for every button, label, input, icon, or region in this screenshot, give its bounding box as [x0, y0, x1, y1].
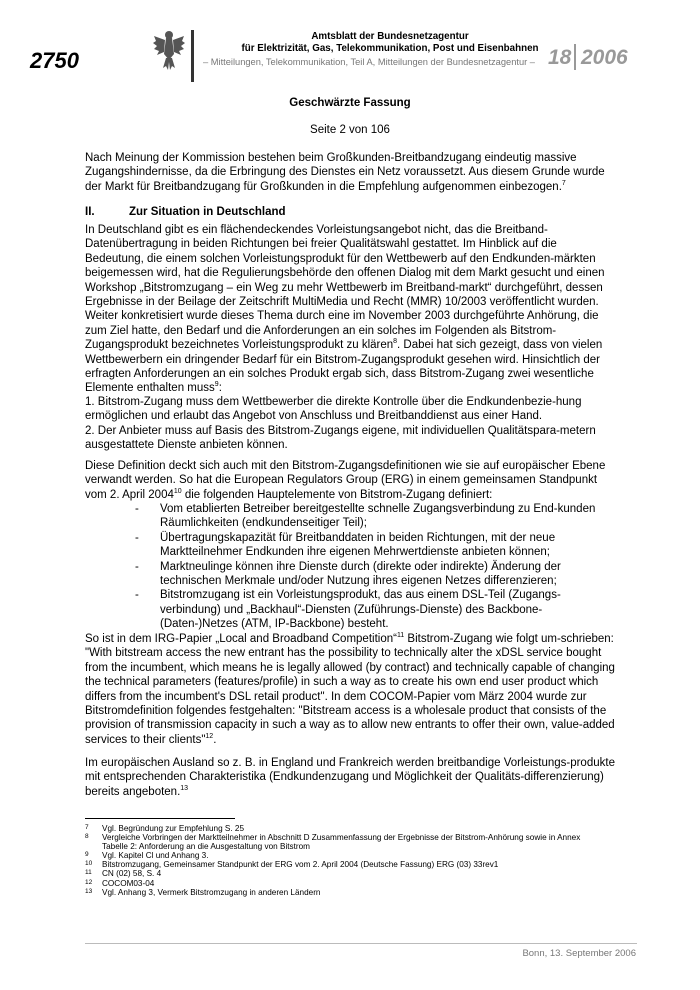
journal-subtitle: für Elektrizität, Gas, Telekommunikation, Post und Eisenbahnen [241, 43, 539, 54]
paragraph-text: die folgenden Hauptelemente von Bitstrom-Zugang definiert: [181, 488, 493, 501]
paragraph-europe [85, 756, 615, 799]
dash-bullet: - [135, 503, 139, 515]
dash-bullet: - [135, 560, 139, 573]
requirements-list [85, 395, 615, 453]
footnote [85, 824, 605, 833]
federal-eagle-icon [152, 28, 186, 72]
list-item [135, 531, 615, 560]
paragraph-definition [85, 459, 615, 502]
paragraph-text: So ist in dem IRG-Papier „Local and Broadband Competition“ [85, 633, 397, 645]
footnote [85, 879, 605, 888]
section-title: Zur Situation in Deutschland [129, 206, 286, 218]
footnote-mark: 11 [85, 869, 92, 877]
list-item-text: Marktneulinge können ihre Dienste durch (direkte oder indirekte) Änderung der technischen Merkmale und/oder Nutzung ihres eigenen Netzes differenzieren; [160, 560, 561, 588]
paragraph-text: Im europäischen Ausland so z. B. in England und Frankreich werden breitbandige Vorleistungs-produkte mit entsprechenden Charakteristika (Endkundenzugang und Möglichkeit der Qualitäts-differenzierung) bereits angeboten. [85, 757, 615, 798]
footnote [85, 860, 605, 869]
list-item-text: Bitstromzugang ist ein Vorleistungsprodukt, das aus einem DSL-Teil (Zugangs-verbindung) und „Backhaul“-Diensten (Zuführungs-Dienste) des Backbone-(Daten-)Netzes (ATM, IP-Backbone) besteht. [160, 589, 561, 631]
footnote [85, 833, 605, 851]
footnote-mark: 13 [85, 887, 93, 895]
footnote-text: Vgl. Begründung zur Empfehlung S. 25 [102, 824, 245, 833]
footnote-text: Vgl. Kapitel Cl und Anhang 3. [102, 851, 209, 861]
issue-separator [574, 44, 576, 70]
paragraph-text: . [213, 733, 217, 746]
footnote-mark: 12 [85, 878, 93, 886]
footnote [85, 869, 605, 878]
paragraph-text: . Dabei hat sich gezeigt, dass von vielen Wettbewerbern ein dringender Bedarf für ein Bitstrom-Zugangsprodukt gesehen wird. Hinsichtlich der erfragten Anforderungen an ein solches Produkt ergab sich, dass Bitstrom-Zugang zwei wesentliche Elemente enthalten muss [85, 339, 603, 395]
footnote [85, 888, 605, 897]
paragraph-irg [85, 632, 615, 747]
dash-bullet: - [135, 531, 139, 544]
document-title: Geschwärzte Fassung [289, 97, 411, 109]
footnote-ref[interactable]: 13 [180, 784, 189, 792]
journal-title: Amtsblatt der Bundesnetzagentur [311, 31, 469, 42]
requirement-item: 2. Der Anbieter muss auf Basis des Bitstrom-Zugangs eigene, mit individuellen Qualitätspara-metern ausgestattete Dienste anbieten können. [85, 424, 596, 452]
footnote [85, 851, 605, 860]
footnote-mark: 9 [85, 851, 89, 859]
journal-section: – Mitteilungen, Telekommunikation, Teil A, Mitteilungen der Bundesnetzagentur – [203, 57, 535, 67]
footnote-ref[interactable]: 11 [396, 632, 405, 640]
footnotes [85, 824, 605, 897]
footnote-mark: 8 [85, 833, 89, 841]
section-number: II. [85, 206, 95, 218]
requirement-item: 1. Bitstrom-Zugang muss dem Wettbewerber die direkte Kontrolle über die Endkundenbezie-hung ermöglichen und erlaubt das Angebot von Anschluss und Breitbanddienst aus einer Hand. [85, 396, 582, 423]
list-item [135, 560, 615, 589]
footnote-ref[interactable]: 7 [561, 179, 566, 187]
footnote-ref[interactable]: 12 [205, 733, 214, 741]
paragraph-text: In Deutschland gibt es ein flächendeckendes Vorleistungsangebot nicht, das die Breitband-Datenübertragung in beiden Richtungen bei freier Qualitätswahl gestattet. Im Hinblick auf die Bedeutung, die einem solchen Vorleistungsprodukt für den Wettbewerb auf den Endkunden-märkten beigemessen wird, hat die Regulierungsbehörde den offenen Dialog mit dem Markt gesucht und einen Workshop „Bitstromzugang – ein Weg zu mehr Wettbewerb im Breitband-markt“ durchgeführt, dessen Ergebnisse in der Beilage der Zeitschrift MultiMedia und Recht (MMR) 10/2003 veröffentlicht wurden. Weiter konkretisiert wurde dieses Thema durch eine im November 2003 durchgeführte Anhörung, die zum Ziel hatte, den Bedarf und die Anforderungen an ein solches im Folgenden als Bitstrom-Zugangsprodukt bezeichnetes Vorleistungsprodukt zu klären [85, 224, 605, 352]
page-number: 2750 [30, 48, 79, 73]
list-item [135, 588, 615, 631]
intro-text: Nach Meinung der Kommission bestehen beim Großkunden-Breitbandzugang eindeutig massive Zugangshindernisse, da die Erbringung des Dienstes ein Netz voraussetzt. Aus diesem Grunde wurde der Markt für Breitbandzugang für Großkunden in die Empfehlung aufgenommen einbezogen. [85, 152, 605, 193]
paragraph-text: : [218, 382, 222, 395]
intro-paragraph [85, 151, 615, 194]
footnote-text: Vergleiche Vorbringen der Marktteilnehmer in Abschnitt D Zusammenfassung der Ergebnisse der Bitstrom-Anhörung sowie in Annex Tabelle 2: Anforderung an die Ausgestaltung von Bitstrom [102, 833, 581, 852]
issue-year: 2006 [581, 46, 628, 69]
footer-rule [85, 943, 637, 944]
footnote-mark: 10 [85, 860, 93, 868]
footnote-text: Bitstromzugang, Gemeinsamer Standpunkt der ERG vom 2. April 2004 (Deutsche Fassung) ERG (03) 33rev1 [102, 860, 499, 870]
footnote-text: COCOM03-04 [102, 878, 155, 888]
footnote-separator [85, 818, 235, 819]
footnote-text: Vgl. Anhang 3, Vermerk Bitstromzugang in anderen Ländern [102, 887, 321, 897]
paragraph-text: Bitstrom-Zugang wie folgt um-schrieben: "With bitstream access the new entrant has the possibility to technically alter the xDSL service bought from the incumbent, which means he is legally allowed (by contract) and technically capable of changing the technical parameters (features/profile) in such a way as to create his own end user product which differs from the incumbent's DSL retail product". In dem COCOM-Papier vom März 2004 wurde zur Bitstromdefinition folgendes festgehalten: "Bitstream access is a wholesale product that consists of the provision of transmission capacity in such a way as to allow new entrants to offer their own, value-added services to their clients" [85, 633, 615, 746]
footnote-ref[interactable]: 10 [173, 487, 182, 495]
footer-date: Bonn, 13. September 2006 [522, 948, 636, 959]
footnote-ref[interactable]: 8 [393, 338, 398, 346]
list-item-text: Vom etablierten Betreiber bereitgestellte schnelle Zugangsverbindung zu End-kunden Räumlichkeiten (endkundenseitiger Teil); [160, 503, 596, 530]
paragraph-text: Diese Definition deckt sich auch mit den Bitstrom-Zugangsdefinitionen wie sie auf europäischer Ebene verwandt werden. So hat die European Regulators Group (ERG) in einem gemeinsamen Standpunkt vom 2. April 2004 [85, 460, 606, 501]
footnote-ref[interactable]: 9 [214, 381, 219, 389]
issue-number: 18 [548, 46, 572, 69]
footnote-text: CN (02) 58, S. 4 [102, 869, 162, 879]
section-heading [85, 206, 286, 218]
document-page-info: Seite 2 von 106 [310, 124, 390, 136]
list-item-text: Übertragungskapazität für Breitbanddaten in beiden Richtungen, mit der neue Marktteilnehmer Endkunden ihre eigenen Mehrwertdienste anbieten können; [160, 531, 556, 559]
list-item [135, 502, 615, 531]
footnote-mark: 7 [85, 824, 89, 831]
bullet-list [135, 502, 615, 632]
paragraph-situation [85, 223, 615, 396]
dash-bullet: - [135, 589, 139, 602]
